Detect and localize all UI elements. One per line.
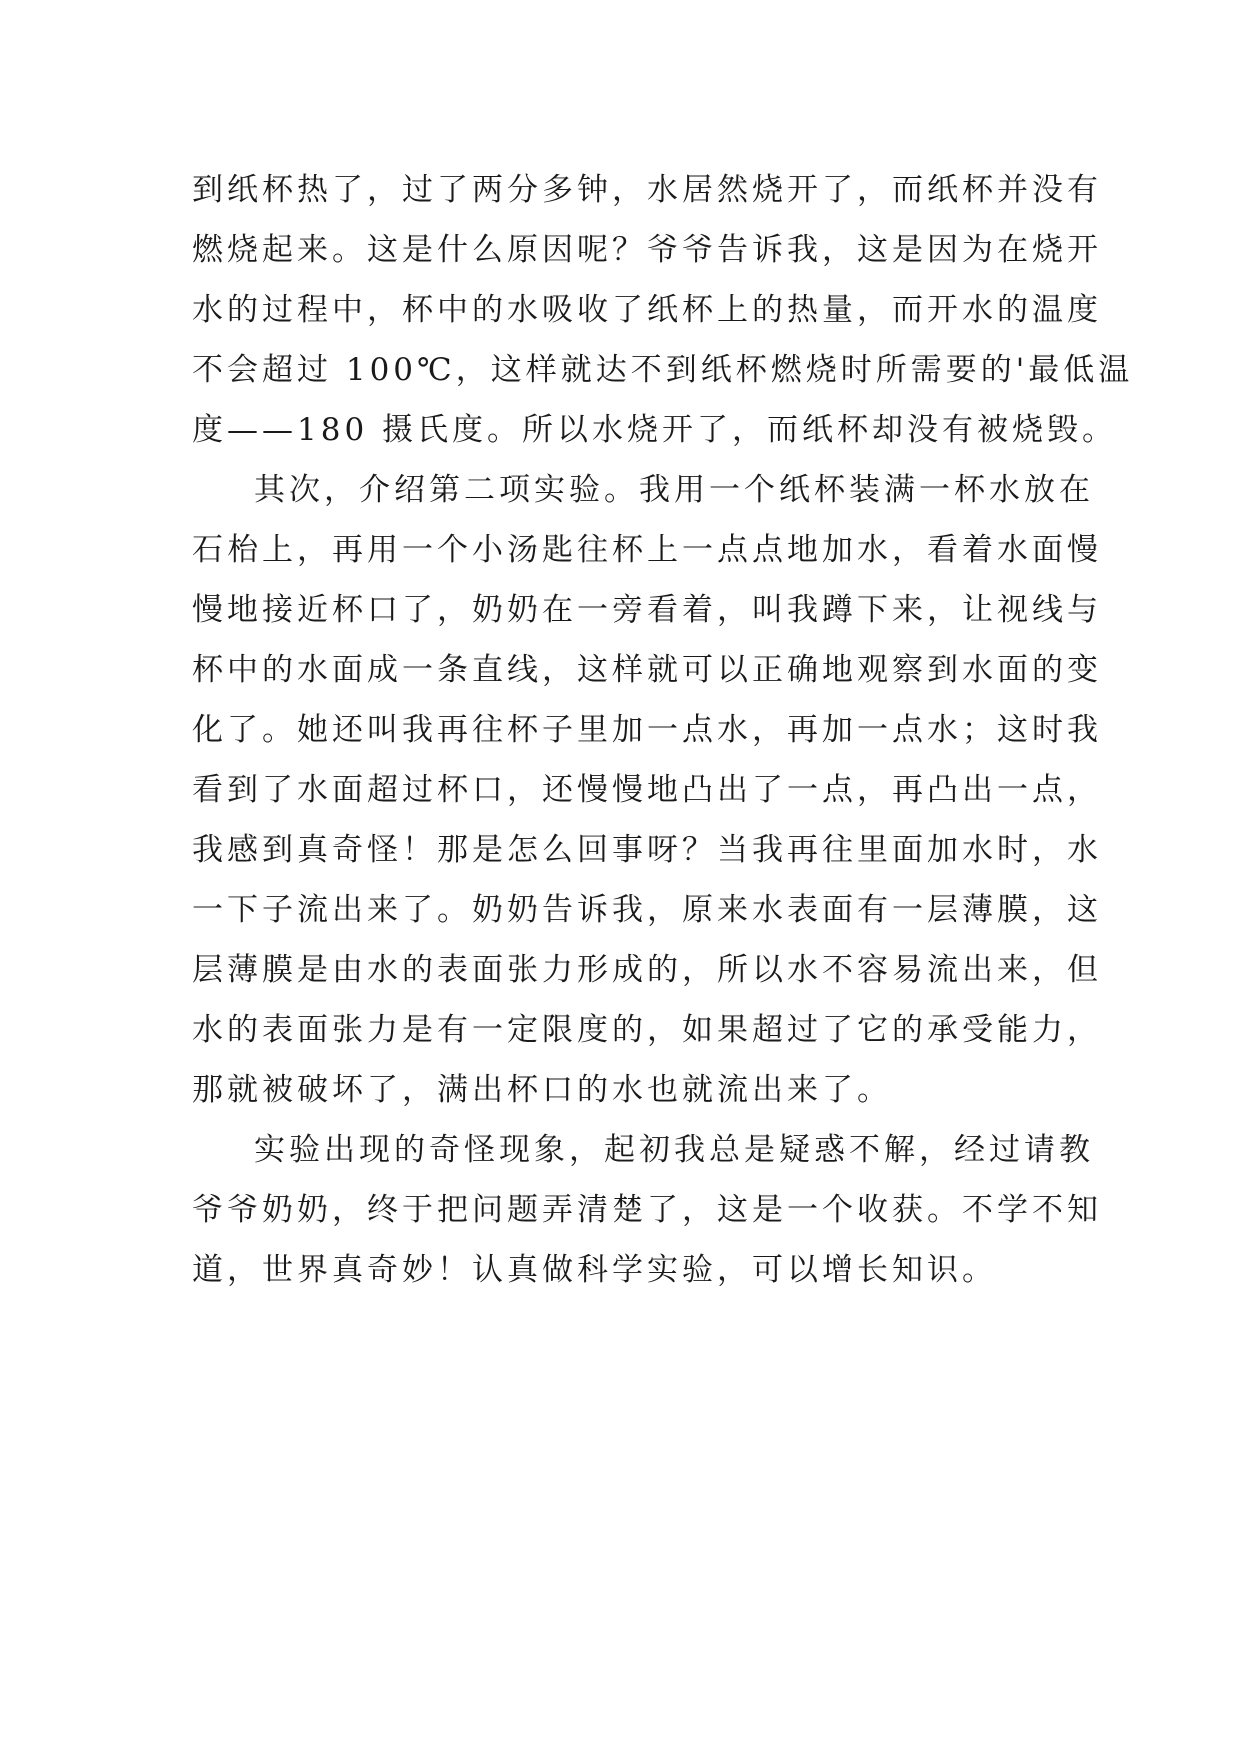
- text-line: 一下子流出来了。奶奶告诉我，原来水表面有一层薄膜，这: [192, 892, 1102, 928]
- text-line: 不会超过 100℃，这样就达不到纸杯燃烧时所需要的'最低温: [192, 352, 1134, 388]
- text-line: 水的表面张力是有一定限度的，如果超过了它的承受能力，: [192, 1012, 1102, 1048]
- text-line: 我感到真奇怪！那是怎么回事呀？当我再往里面加水时，水: [192, 832, 1102, 868]
- text-line: 水的过程中，杯中的水吸收了纸杯上的热量，而开水的温度: [192, 292, 1102, 328]
- text-line: 杯中的水面成一条直线，这样就可以正确地观察到水面的变: [192, 652, 1102, 688]
- text-line: 爷爷奶奶，终于把问题弄清楚了，这是一个收获。不学不知: [192, 1192, 1102, 1228]
- paragraph-1: [192, 160, 1134, 460]
- text-line: 慢地接近杯口了，奶奶在一旁看着，叫我蹲下来，让视线与: [192, 592, 1102, 628]
- text-line: 实验出现的奇怪现象，起初我总是疑惑不解，经过请教: [254, 1132, 1094, 1168]
- text-line: 化了。她还叫我再往杯子里加一点水，再加一点水；这时我: [192, 712, 1102, 748]
- text-line: 其次，介绍第二项实验。我用一个纸杯装满一杯水放在: [254, 472, 1094, 508]
- text-line: 道，世界真奇妙！认真做科学实验，可以增长知识。: [192, 1252, 997, 1288]
- paragraph-3: [192, 1120, 1102, 1300]
- document-body: [192, 160, 1134, 1300]
- paragraph-2: [192, 460, 1102, 1120]
- text-line: 到纸杯热了，过了两分多钟，水居然烧开了，而纸杯并没有: [192, 172, 1102, 208]
- text-line: 那就被破坏了，满出杯口的水也就流出来了。: [192, 1072, 892, 1108]
- text-line: 燃烧起来。这是什么原因呢？爷爷告诉我，这是因为在烧开: [192, 232, 1102, 268]
- text-line: 度——180 摄氏度。所以水烧开了，而纸杯却没有被烧毁。: [192, 412, 1118, 448]
- text-line: 层薄膜是由水的表面张力形成的，所以水不容易流出来，但: [192, 952, 1102, 988]
- text-line: 石枱上，再用一个小汤匙往杯上一点点地加水，看着水面慢: [192, 532, 1102, 568]
- text-line: 看到了水面超过杯口，还慢慢地凸出了一点，再凸出一点，: [192, 772, 1102, 808]
